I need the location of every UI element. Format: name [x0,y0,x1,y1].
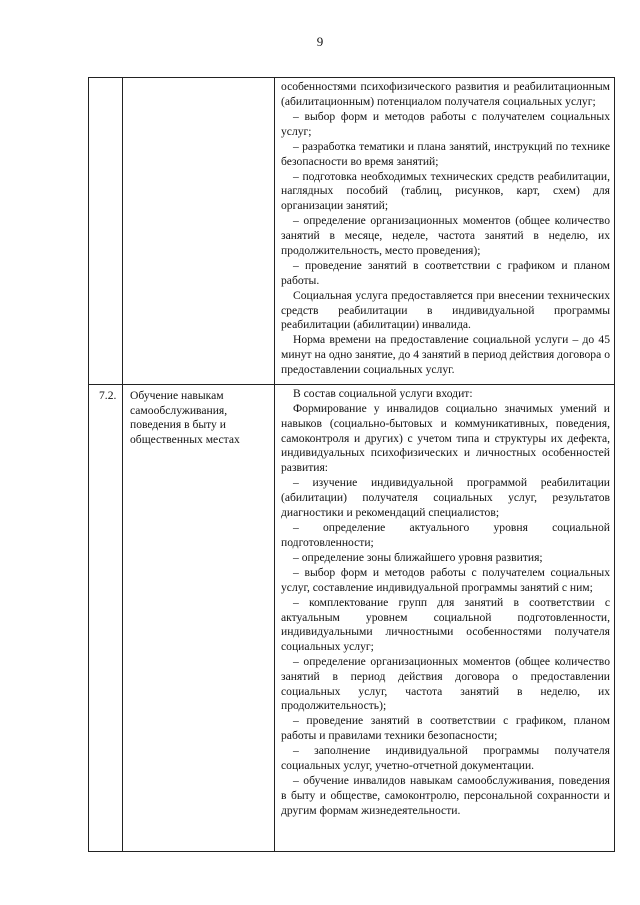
row-number: 7.2. [99,389,117,402]
service-description [275,385,614,818]
description-paragraph: – проведение занятий в соответствии с графиком и планом работы. [281,258,610,287]
service-description [275,78,614,378]
row-number [89,78,122,82]
description-paragraph: – подготовка необходимых технических средств реабилитации, наглядных пособий (таблиц, рисунков, карт, схем) для организации занятий; [281,169,610,213]
row-number-cell [89,385,123,852]
description-paragraph: Норма времени на предоставление социальной услуги – до 45 минут на одно занятие, до 4 занятий в период действия договора о предоставлении социальных услуг. [281,333,610,376]
table-row [89,385,615,852]
service-description-cell [275,78,615,385]
description-paragraph: – заполнение индивидуальной программы получателя социальных услуг, учетно-отчетной документации. [281,744,610,773]
description-paragraph: – выбор форм и методов работы с получателем социальных услуг, составление индивидуальной программы занятий с ним; [281,565,610,594]
services-table [88,77,615,852]
service-description-cell [275,385,615,852]
description-paragraph: – определение актуального уровня социальной подготовленности; [281,520,610,549]
service-name [123,78,274,82]
service-name: Обучение навыкам самообслуживания, поведения в быту и общественных местах [130,389,240,447]
description-paragraph: Социальная услуга предоставляется при внесении технических средств реабилитации в индивидуальной программы реабилитации (абилитации) инвалида. [281,288,610,332]
service-name-cell [123,78,275,385]
description-paragraph: – комплектование групп для занятий в соответствии с актуальным уровнем социальной подготовленности, индивидуальными личностными особенностями получателя социальных услуг; [281,595,610,653]
description-paragraph: В состав социальной услуги входит: [293,387,473,400]
table-row [89,78,615,385]
description-paragraph: – обучение инвалидов навыкам самообслуживания, поведения в быту и обществе, самоконтролю, персональной сохранности и другим формам жизнедеятельности. [281,774,610,817]
description-paragraph: – изучение индивидуальной программой реабилитации (абилитации) получателя социальных услуг, результатов диагностики и рекомендаций специалистов; [281,476,610,519]
service-name-cell [123,385,275,852]
description-paragraph: – определение зоны ближайшего уровня развития; [293,550,543,564]
description-paragraph: Формирование у инвалидов социально значимых умений и навыков (социально-бытовых и коммуникативных, поведения, самоконтроля и других) с учетом типа и структуры их дефекта, индивидуальных психофизических и личностных особенностей развития: [281,402,610,475]
description-paragraph: – выбор форм и методов работы с получателем социальных услуг; [281,109,610,138]
description-paragraph: особенностями психофизического развития и реабилитационным (абилитационным) потенциалом получателя социальных услуг; [281,80,610,108]
row-number-cell [89,78,123,385]
description-paragraph: – проведение занятий в соответствии с графиком, планом работы и правилами техники безопасности; [281,714,610,743]
page-number: 9 [316,34,324,49]
description-paragraph: – разработка тематики и плана занятий, инструкций по технике безопасности во время занятий; [281,139,610,168]
description-paragraph: – определение организационных моментов (общее количество занятий в период действия договора о предоставлении социальных услуг, частота занятий в неделю, их продолжительность); [281,655,610,713]
description-paragraph: – определение организационных моментов (общее количество занятий в месяце, неделе, частота занятий в неделю, их продолжительность, место проведения); [281,214,610,257]
